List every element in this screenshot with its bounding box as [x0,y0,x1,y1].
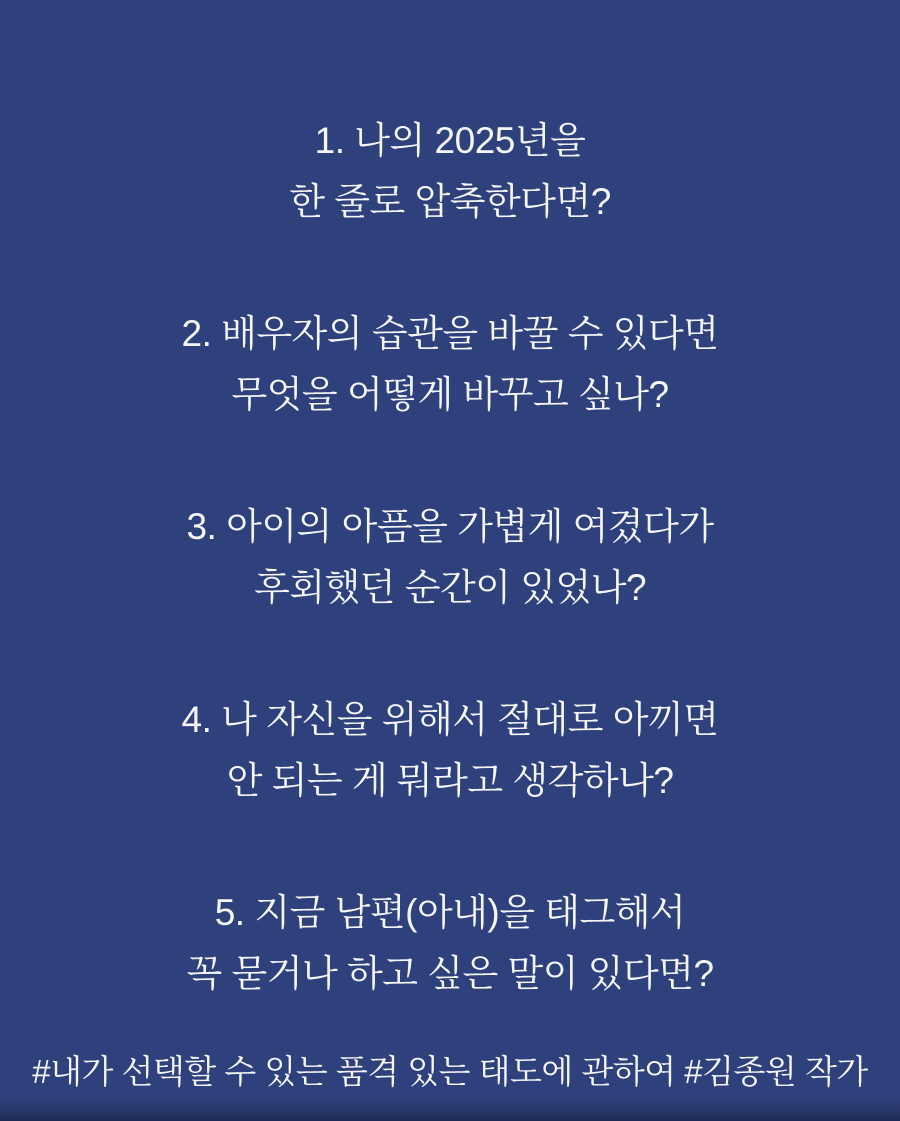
question-4 [182,689,719,811]
questions-list [182,110,719,1004]
question-2-line-1: 2. 배우자의 습관을 바꿀 수 있다면 [181,313,719,354]
question-3-line-1: 3. 아이의 아픔을 가볍게 여겼다가 [186,506,714,547]
question-2-line-2: 무엇을 어떻게 바꾸고 싶나? [231,374,669,415]
question-1-line-2: 한 줄로 압축한다면? [289,181,611,222]
question-4-line-2: 안 되는 게 뭐라고 생각하나? [226,760,674,801]
question-3 [182,496,719,618]
question-3-line-2: 후회했던 순간이 있었나? [253,567,647,608]
question-5 [182,882,719,1004]
bottom-edge-shade [0,1097,900,1121]
hashtag-caption: #내가 선택할 수 있는 품격 있는 태도에 관하여 #김종원 작가 [32,1053,868,1090]
question-5-line-1: 5. 지금 남편(아내)을 태그해서 [214,892,686,933]
question-4-line-1: 4. 나 자신을 위해서 절대로 아끼면 [181,699,719,740]
question-2 [182,303,719,425]
question-1 [182,110,719,232]
question-5-line-2: 꼭 묻거나 하고 싶은 말이 있다면? [186,953,714,994]
question-1-line-1: 1. 나의 2025년을 [314,120,586,161]
